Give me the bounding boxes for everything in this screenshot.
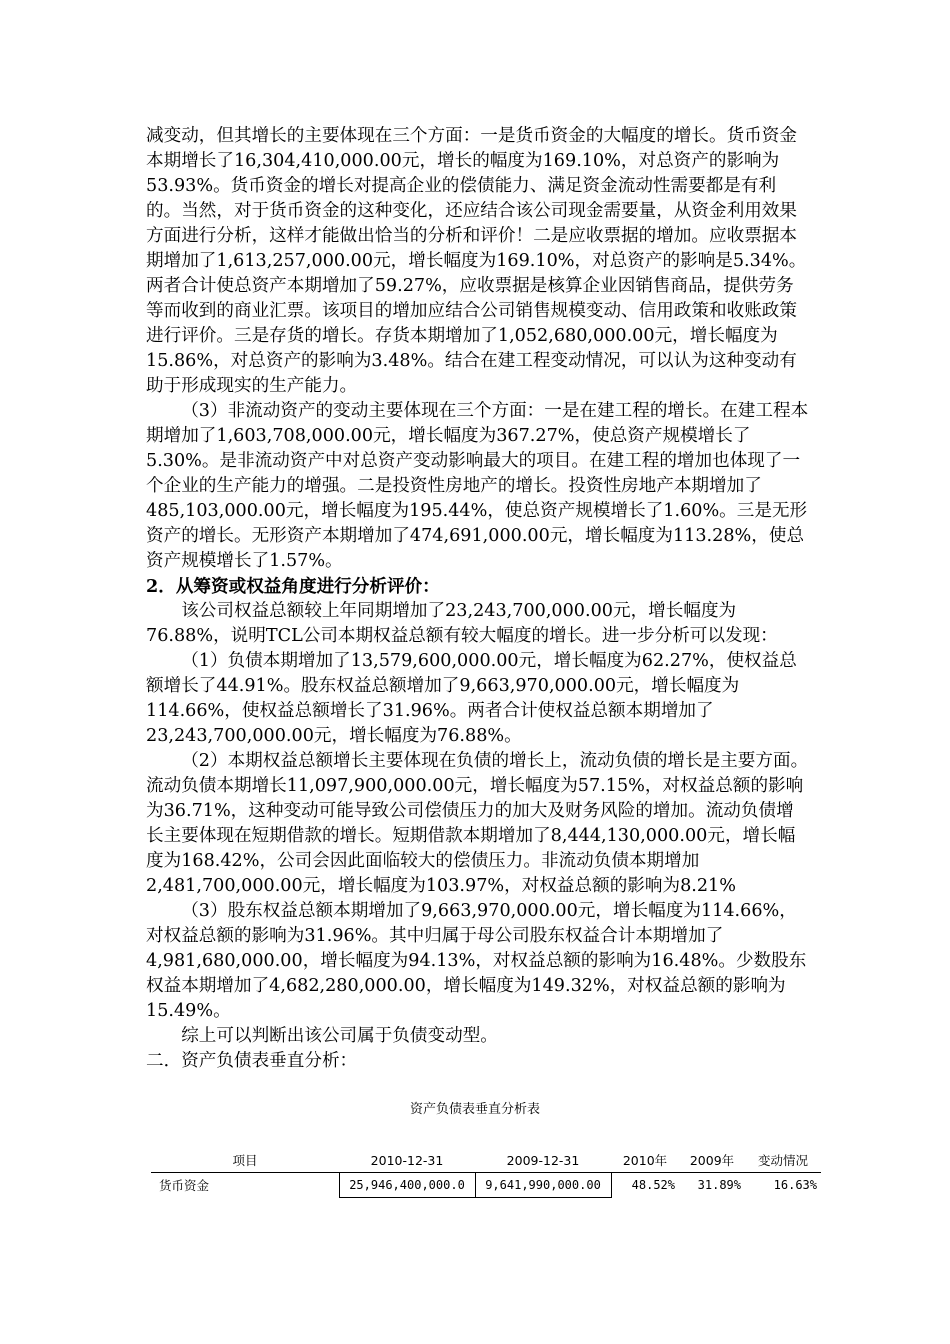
paragraph-noncurrent-assets: （3）非流动资产的变动主要体现在三个方面：一是在建工程的增长。在建工程本期增加了1,603,708,000.00元，增长幅度为367.27%，使总资产规模增长了5.30%。是非流动资产中对总资产变动影响最大的项目。在建工程的增加也体现了一个企业的生产能力的增强。二是投资性房地产的增长。投资性房地产本期增加了485,103,000.00元，增长幅度为195.44%，使总资产规模增长了1.60%。三是无形资产的增长。无形资产本期增加了474,691,000.00元，增长幅度为113.28%，使总资产规模增长了1.57%。 xyxy=(146,401,809,571)
header-2010-12-31: 2010-12-31 xyxy=(339,1148,475,1173)
header-2009-12-31: 2009-12-31 xyxy=(475,1148,611,1173)
header-2009-pct: 2009年 xyxy=(679,1148,745,1173)
paragraph-conclusion: 综上可以判断出该公司属于负债变动型。 xyxy=(181,1026,498,1046)
paragraph-equity-summary: 该公司权益总额较上年同期增加了23,243,700,000.00元，增长幅度为76.88%，说明TCL公司本期权益总额有较大幅度的增长。进一步分析可以发现： xyxy=(146,601,778,646)
header-change: 变动情况 xyxy=(745,1148,821,1173)
header-2010-pct: 2010年 xyxy=(611,1148,679,1173)
section-heading-vertical-analysis: 二．资产负债表垂直分析： xyxy=(146,1051,358,1071)
row-change: 16.63% xyxy=(773,1178,817,1193)
row-name: 货币资金 xyxy=(159,1178,210,1194)
paragraph-shareholder-equity: （3）股东权益总额本期增加了9,663,970,000.00元，增长幅度为114.66%，对权益总额的影响为31.96%。其中归属于母公司股东权益合计本期增加了4,981,680,000.00，增长幅度为94.13%，对权益总额的影响为16.48%。少数股东权益本期增加了4,682,280,000.00，增长幅度为149.32%，对权益总额的影响为15.49%。 xyxy=(146,901,807,1021)
paragraph-asset-changes: 减变动，但其增长的主要体现在三个方面：一是货币资金的大幅度的增长。货币资金本期增长了16,304,410,000.00元，增长的幅度为169.10%，对总资产的影响为53.93%。货币资金的增长对提高企业的偿债能力、满足资金流动性需要都是有利的。当然，对于货币资金的这种变化，还应结合该公司现金需要量，从资金利用效果方面进行分析，这样才能做出恰当的分析和评价！二是应收票据的增加。应收票据本期增加了1,613,257,000.00元，增长幅度为169.10%，对总资产的影响是5.34%。两者合计使总资产本期增加了59.27%，应收票据是核算企业因销售商品，提供劳务等而收到的商业汇票。该项目的增加应结合公司销售规模变动、信用政策和收账政策进行评价。三是存货的增长。存货本期增加了1,052,680,000.00元，增长幅度为15.86%，对总资产的影响为3.48%。结合在建工程变动情况，可以认为这种变动有助于形成现实的生产能力。 xyxy=(146,126,807,396)
section-heading-equity: 2．从筹资或权益角度进行分析评价： xyxy=(146,576,440,597)
table-title: 资产负债表垂直分析表 xyxy=(409,1102,540,1117)
vertical-analysis-table xyxy=(151,1148,821,1198)
body-text xyxy=(146,124,810,1074)
header-item: 项目 xyxy=(151,1148,339,1173)
row-pct-2009: 31.89% xyxy=(697,1178,741,1193)
row-pct-2010: 48.52% xyxy=(631,1178,675,1193)
row-value-2009: 9,641,990,000.00 xyxy=(475,1173,611,1198)
paragraph-liabilities: （1）负债本期增加了13,579,600,000.00元，增长幅度为62.27%，使权益总额增长了44.91%。股东权益总额增加了9,663,970,000.00元，增长幅度为114.66%，使权益总额增长了31.96%。两者合计使权益总额本期增加了23,243,700,000.00元，增长幅度为76.88%。 xyxy=(146,651,797,746)
table-row xyxy=(151,1173,821,1198)
row-value-2010: 25,946,400,000.0 xyxy=(339,1173,475,1198)
paragraph-current-liabilities: （2）本期权益总额增长主要体现在负债的增长上，流动负债的增长是主要方面。流动负债本期增长11,097,900,000.00元，增长幅度为57.15%，对权益总额的影响为36.71%，这种变动可能导致公司偿债压力的加大及财务风险的增加。流动负债增长主要体现在短期借款的增长。短期借款本期增加了8,444,130,000.00元，增长幅度为168.42%，公司会因此面临较大的偿债压力。非流动负债本期增加2,481,700,000.00元，增长幅度为103.97%，对权益总额的影响为8.21% xyxy=(146,751,809,896)
table-header-row xyxy=(151,1148,821,1173)
